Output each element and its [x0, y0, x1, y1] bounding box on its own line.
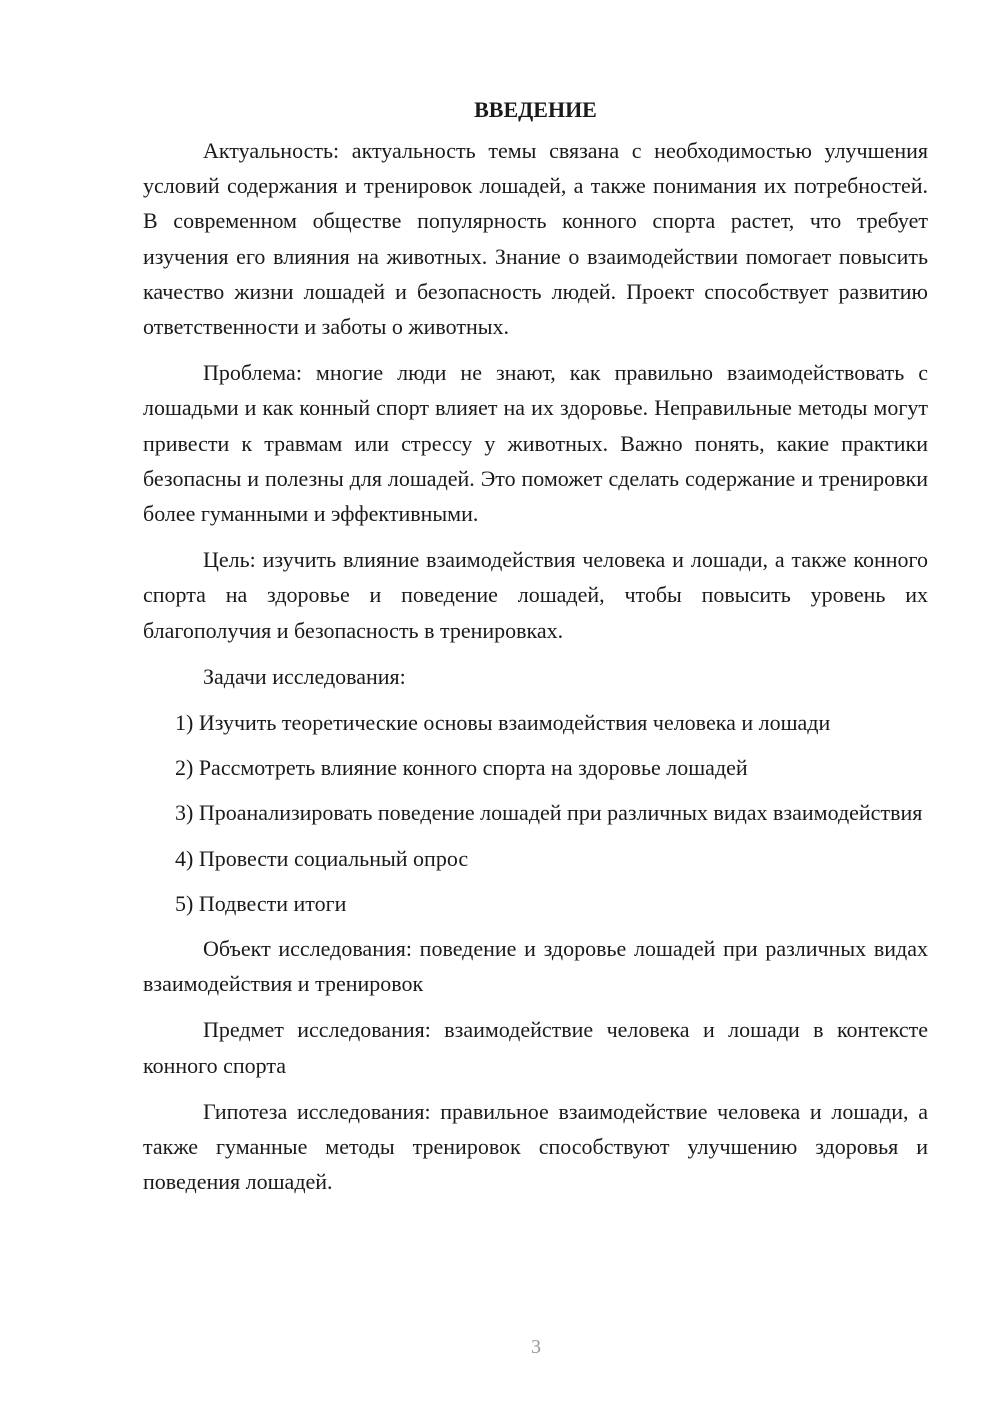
task-item-5: 5) Подвести итоги	[175, 890, 347, 916]
task-item-2: 2) Рассмотреть влияние конного спорта на здоровье лошадей	[175, 755, 748, 781]
object-paragraph: Объект исследования: поведение и здоровье лошадей при различных видах взаимодействия и тренировок	[143, 936, 928, 997]
subject-paragraph: Предмет исследования: взаимодействие человека и лошади в контексте конного спорта	[143, 1017, 928, 1078]
hypothesis-paragraph: Гипотеза исследования: правильное взаимодействие человека и лошади, а также гуманные методы тренировок способствуют улучшению здоровья и поведения лошадей.	[143, 1098, 928, 1195]
task-item-4: 4) Провести социальный опрос	[175, 845, 469, 871]
section-title: ВВЕДЕНИЕ	[474, 97, 597, 122]
relevance-paragraph: Актуальность: актуальность темы связана с необходимостью улучшения условий содержания и тренировок лошадей, а также понимания их потребностей. В современном обществе популярность конного спорта растет, что требует изучения его влияния на животных. Знание о взаимодействии помогает повысить качество жизни лошадей и безопасность людей. Проект способствует развитию ответственности и заботы о животных.	[143, 138, 928, 340]
task-item-3: 3) Проанализировать поведение лошадей при различных видах взаимодействия	[175, 800, 923, 826]
tasks-heading: Задачи исследования:	[203, 663, 406, 689]
page-number: 3	[531, 1336, 541, 1358]
document-page	[143, 92, 928, 1210]
task-item-1: 1) Изучить теоретические основы взаимодействия человека и лошади	[175, 710, 831, 736]
problem-paragraph: Проблема: многие люди не знают, как правильно взаимодействовать с лошадьми и как конный спорт влияет на их здоровье. Неправильные методы могут привести к травмам или стрессу у животных. Важно понять, какие практики безопасны и полезны для лошадей. Это поможет сделать содержание и тренировки более гуманными и эффективными.	[143, 360, 928, 527]
goal-paragraph: Цель: изучить влияние взаимодействия человека и лошади, а также конного спорта на здоровье и поведение лошадей, чтобы повысить уровень их благополучия и безопасность в тренировках.	[143, 547, 928, 643]
